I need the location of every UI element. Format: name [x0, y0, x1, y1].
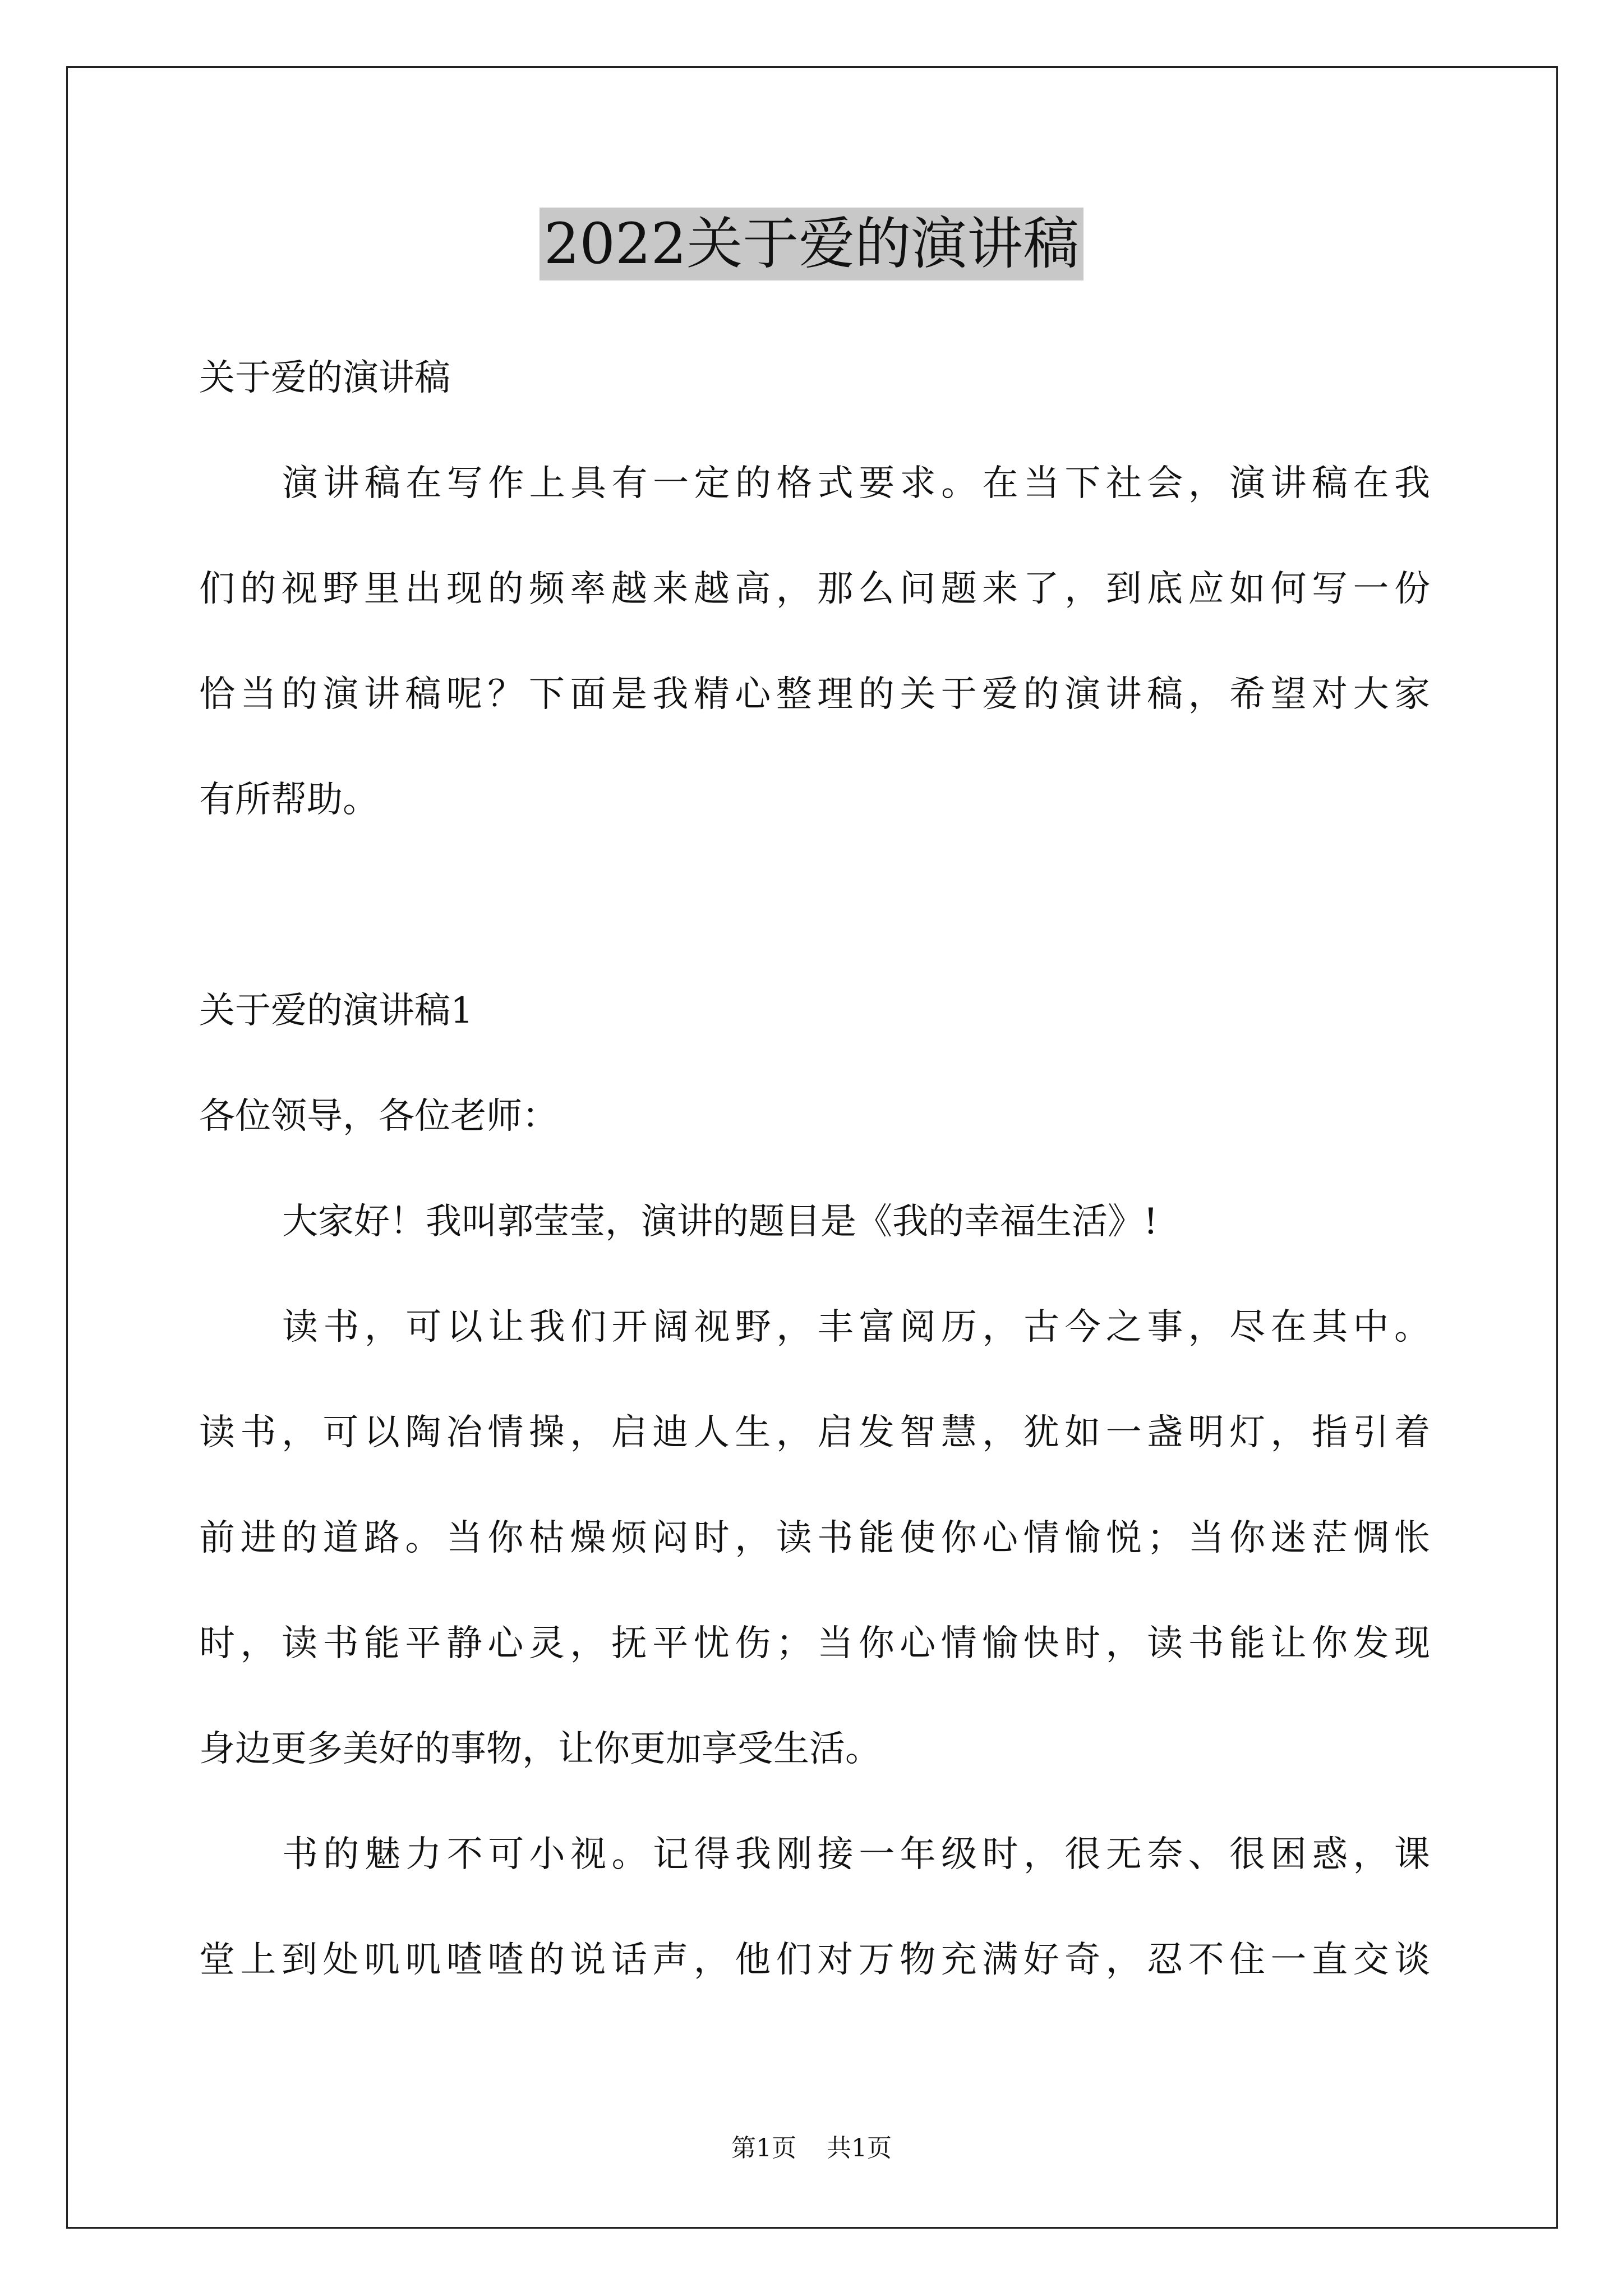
text-line: 恰当的演讲稿呢？下面是我精心整理的关于爱的演讲稿，希望对大家	[199, 674, 1430, 715]
text-line: 身边更多美好的事物，让你更加享受生活。	[199, 1728, 881, 1770]
document-body	[199, 325, 1430, 2013]
title-area	[0, 208, 1623, 280]
text-line: 关于爱的演讲稿1	[199, 990, 473, 1032]
text-line: 演讲稿在写作上具有一定的格式要求。在当下社会，演讲稿在我	[282, 463, 1430, 504]
page-number-current: 第1页	[731, 2134, 796, 2162]
text-line: 堂上到处叽叽喳喳的说话声，他们对万物充满好奇，忍不住一直交谈	[199, 1939, 1430, 1981]
blank-line	[199, 853, 1430, 958]
text-line: 时，读书能平静心灵，抚平忧伤；当你心情愉快时，读书能让你发现	[199, 1623, 1430, 1664]
text-line: 关于爱的演讲稿	[199, 357, 450, 399]
text-line: 书的魅力不可小视。记得我刚接一年级时，很无奈、很困惑，课	[282, 1834, 1430, 1875]
document-title: 2022关于爱的演讲稿	[540, 208, 1084, 280]
page-number-total: 共1页	[827, 2134, 892, 2162]
page-footer	[0, 2132, 1623, 2165]
text-line: 有所帮助。	[199, 779, 379, 821]
text-line: 前进的道路。当你枯燥烦闷时，读书能使你心情愉悦；当你迷茫惆怅	[199, 1517, 1430, 1559]
text-line: 读书，可以陶冶情操，启迪人生，启发智慧，犹如一盏明灯，指引着	[199, 1412, 1430, 1453]
text-line: 读书，可以让我们开阔视野，丰富阅历，古今之事，尽在其中。	[282, 1306, 1430, 1348]
text-line: 各位领导，各位老师：	[199, 1096, 558, 1137]
text-line: 们的视野里出现的频率越来越高，那么问题来了，到底应如何写一份	[199, 568, 1430, 610]
text-line: 大家好！我叫郭莹莹，演讲的题目是《我的幸福生活》!	[282, 1201, 1158, 1243]
